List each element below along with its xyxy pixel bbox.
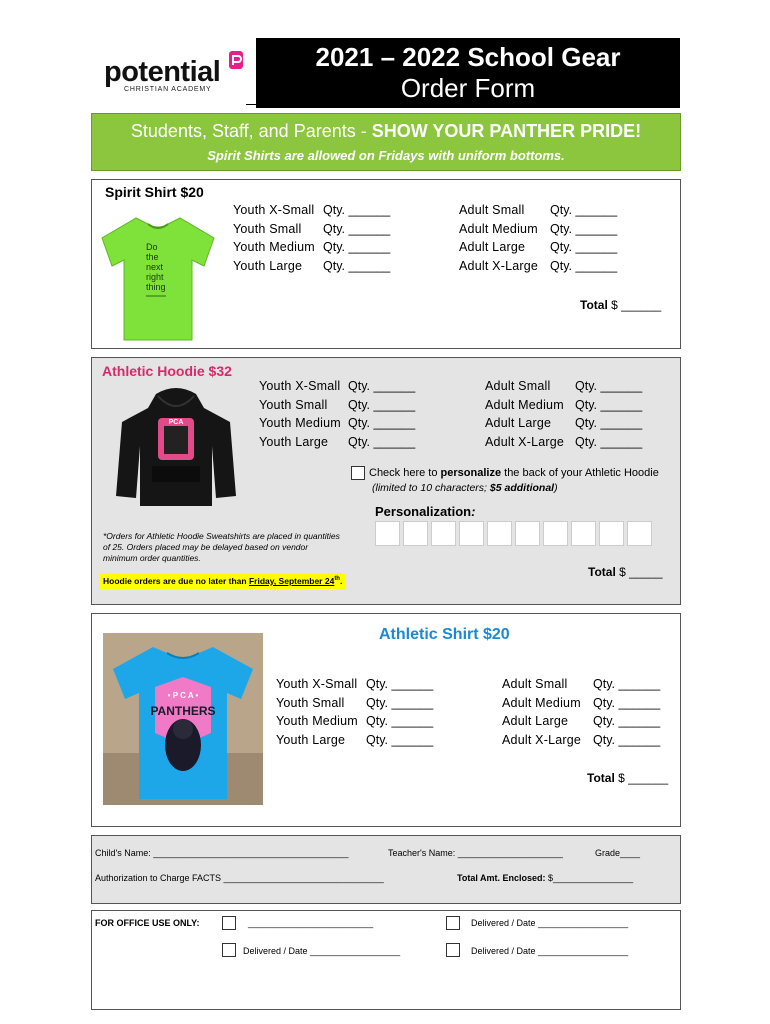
qty-blank[interactable]: Qty. ______ <box>348 416 416 431</box>
personalize-post: the back of your Athletic Hoodie <box>501 467 659 479</box>
qty-blank[interactable]: Qty. ______ <box>323 259 391 274</box>
qty-blank[interactable]: Qty. ______ <box>550 259 618 274</box>
athletic-shirt-image <box>103 633 263 805</box>
spirit-shirt-title: Spirit Shirt $20 <box>105 184 204 200</box>
athletic-youth-sizes <box>276 677 358 752</box>
qty-blank[interactable]: Qty. ______ <box>575 416 643 431</box>
size-label: Youth Large <box>259 435 329 450</box>
letter-box[interactable] <box>403 521 428 546</box>
qty-blank[interactable]: Qty. ______ <box>593 677 661 691</box>
size-label: Adult Large <box>485 416 552 431</box>
banner-plain-text: Students, Staff, and Parents - <box>130 121 372 141</box>
personalize-pre: Check here to <box>369 467 441 479</box>
deadline-date: Friday, September 24 <box>248 576 335 586</box>
size-label: Adult Medium <box>502 695 581 710</box>
hoodie-order-note: *Orders for Athletic Hoodie Sweatshirts are placed in quantities of 25. Orders placed may be delayed based on vendor minimum order quantities. <box>103 531 340 563</box>
hoodie-adult-qty <box>575 379 642 454</box>
delivered-date-2[interactable]: Delivered / Date __________________ <box>243 946 401 956</box>
size-label: Adult Large <box>459 240 526 255</box>
form-title <box>256 38 680 108</box>
letter-box[interactable] <box>543 521 568 546</box>
office-checkbox-4[interactable] <box>446 943 460 957</box>
spirit-youth-qty <box>323 203 390 278</box>
pride-banner <box>91 113 681 171</box>
deadline-post: . <box>339 576 343 586</box>
logo-wordmark: potential <box>104 56 221 88</box>
limit-bold: $5 additional <box>489 482 555 494</box>
athletic-shirt-pca: • P C A • <box>167 691 199 700</box>
grade-field[interactable]: Grade____ <box>595 848 641 858</box>
qty-blank[interactable]: Qty. ______ <box>366 677 434 691</box>
size-label: Youth X-Small <box>233 203 315 217</box>
size-label: Youth Small <box>276 695 345 710</box>
hoodie-image <box>112 386 240 512</box>
header-rule <box>246 104 256 105</box>
qty-blank[interactable]: Qty. ______ <box>348 397 416 412</box>
child-name-field[interactable]: Child's Name: _______________________________________ <box>95 848 349 858</box>
letter-box[interactable] <box>375 521 400 546</box>
qty-blank[interactable]: Qty. ______ <box>366 733 434 748</box>
contact-info-section <box>91 835 681 904</box>
qty-blank[interactable]: Qty. ______ <box>348 379 416 393</box>
athletic-shirt-panthers: PANTHERS <box>150 704 216 718</box>
qty-blank[interactable]: Qty. ______ <box>323 221 391 236</box>
size-label: Adult Small <box>485 379 551 393</box>
delivered-date-1[interactable]: Delivered / Date __________________ <box>471 918 629 928</box>
svg-text:the: the <box>146 252 159 262</box>
total-blank: $ ______ <box>618 771 669 785</box>
qty-blank[interactable]: Qty. ______ <box>575 397 643 412</box>
spirit-adult-qty <box>550 203 617 278</box>
qty-blank[interactable]: Qty. ______ <box>593 695 661 710</box>
athletic-total[interactable] <box>587 771 668 785</box>
total-enclosed-blank: $________________ <box>548 873 634 883</box>
athletic-adult-qty <box>593 677 660 752</box>
personalize-limit <box>372 482 558 494</box>
logo-subtitle: CHRISTIAN ACADEMY <box>124 86 212 93</box>
limit-post: ) <box>554 482 558 494</box>
size-label: Adult X-Large <box>459 259 539 274</box>
total-label: Total <box>588 565 616 579</box>
qty-blank[interactable]: Qty. ______ <box>550 221 618 236</box>
qty-blank[interactable]: Qty. ______ <box>550 240 618 255</box>
shirt-slogan-do: Do <box>146 242 158 252</box>
office-label-text: FOR OFFICE USE ONLY: <box>95 918 200 928</box>
office-checkbox-2[interactable] <box>446 916 460 930</box>
office-checkbox-3[interactable] <box>222 943 236 957</box>
hoodie-deadline <box>99 573 346 589</box>
personalization-boxes <box>375 521 655 546</box>
total-blank: $ _____ <box>619 565 663 579</box>
qty-blank[interactable]: Qty. ______ <box>593 733 661 748</box>
size-label: Youth Small <box>259 397 328 412</box>
office-blank-line[interactable]: _________________________ <box>248 918 374 928</box>
qty-blank[interactable]: Qty. ______ <box>366 695 434 710</box>
banner-bold-text: SHOW YOUR PANTHER PRIDE! <box>371 121 642 141</box>
hoodie-print: PCA <box>168 419 184 426</box>
svg-text:right: right <box>146 272 164 282</box>
teacher-name-field[interactable]: Teacher's Name: _____________________ <box>388 848 563 858</box>
delivered-date-3[interactable]: Delivered / Date __________________ <box>471 946 629 956</box>
athletic-adult-sizes <box>502 677 581 752</box>
size-label: Youth X-Small <box>259 379 341 393</box>
letter-box[interactable] <box>571 521 596 546</box>
banner-headline <box>92 121 680 142</box>
personalization-text: Personalization <box>375 504 472 519</box>
hoodie-youth-qty <box>348 379 415 454</box>
hoodie-title: Athletic Hoodie $32 <box>102 363 232 379</box>
spirit-shirt-image <box>96 212 220 346</box>
total-blank: $ ______ <box>611 298 662 312</box>
hoodie-total[interactable] <box>588 565 663 579</box>
total-enclosed-field[interactable] <box>457 873 633 883</box>
total-label: Total <box>580 298 608 312</box>
deadline-pre: Hoodie orders are due no later than <box>103 576 249 586</box>
qty-blank[interactable]: Qty. ______ <box>593 714 661 729</box>
office-use-label <box>95 918 200 928</box>
personalize-checkbox[interactable] <box>351 466 365 480</box>
qty-blank[interactable]: Qty. ______ <box>575 379 643 393</box>
size-label: Adult Medium <box>459 221 538 236</box>
qty-blank[interactable]: Qty. ______ <box>366 714 434 729</box>
office-checkbox-1[interactable] <box>222 916 236 930</box>
limit-pre: (limited to 10 characters; <box>372 482 490 494</box>
size-label: Youth Small <box>233 221 302 236</box>
letter-box[interactable] <box>599 521 624 546</box>
personalization-colon: : <box>471 504 476 519</box>
athletic-shirt-title: Athletic Shirt $20 <box>379 626 510 643</box>
size-label: Youth X-Small <box>276 677 358 691</box>
qty-blank[interactable]: Qty. ______ <box>323 240 391 255</box>
hoodie-adult-sizes <box>485 379 564 454</box>
spirit-total[interactable] <box>580 298 661 312</box>
personalize-bold: personalize <box>440 467 502 479</box>
athletic-youth-qty <box>366 677 433 752</box>
size-label: Youth Medium <box>259 416 341 431</box>
size-label: Adult X-Large <box>485 435 565 450</box>
letter-box[interactable] <box>431 521 456 546</box>
letter-box[interactable] <box>515 521 540 546</box>
qty-blank[interactable]: Qty. ______ <box>550 203 618 217</box>
size-label: Youth Medium <box>276 714 358 729</box>
size-label: Youth Large <box>233 259 303 274</box>
qty-blank[interactable]: Qty. ______ <box>575 435 643 450</box>
letter-box[interactable] <box>627 521 652 546</box>
logo-icon <box>228 50 244 70</box>
qty-blank[interactable]: Qty. ______ <box>323 203 391 217</box>
authorization-field[interactable]: Authorization to Charge FACTS ________________________________ <box>95 873 384 883</box>
size-label: Adult Small <box>459 203 525 217</box>
svg-text:thing: thing <box>146 282 166 292</box>
letter-box[interactable] <box>487 521 512 546</box>
qty-blank[interactable]: Qty. ______ <box>348 435 416 450</box>
title-line-1: 2021 – 2022 School Gear <box>315 42 621 72</box>
title-line-2: Order Form <box>400 73 536 103</box>
size-label: Youth Medium <box>233 240 315 255</box>
size-label: Adult Small <box>502 677 568 691</box>
hoodie-youth-sizes <box>259 379 341 454</box>
letter-box[interactable] <box>459 521 484 546</box>
total-enclosed-label: Total Amt. Enclosed: <box>457 873 546 883</box>
banner-subline: Spirit Shirts are allowed on Fridays with uniform bottoms. <box>207 148 565 163</box>
size-label: Adult X-Large <box>502 733 582 748</box>
total-label: Total <box>587 771 615 785</box>
size-label: Adult Large <box>502 714 569 729</box>
spirit-adult-sizes <box>459 203 538 278</box>
personalize-label <box>369 467 659 479</box>
size-label: Adult Medium <box>485 397 564 412</box>
deadline-sup: th <box>334 576 340 583</box>
personalization-label <box>375 504 475 519</box>
spirit-youth-sizes <box>233 203 315 278</box>
size-label: Youth Large <box>276 733 346 748</box>
svg-text:next: next <box>146 262 164 272</box>
